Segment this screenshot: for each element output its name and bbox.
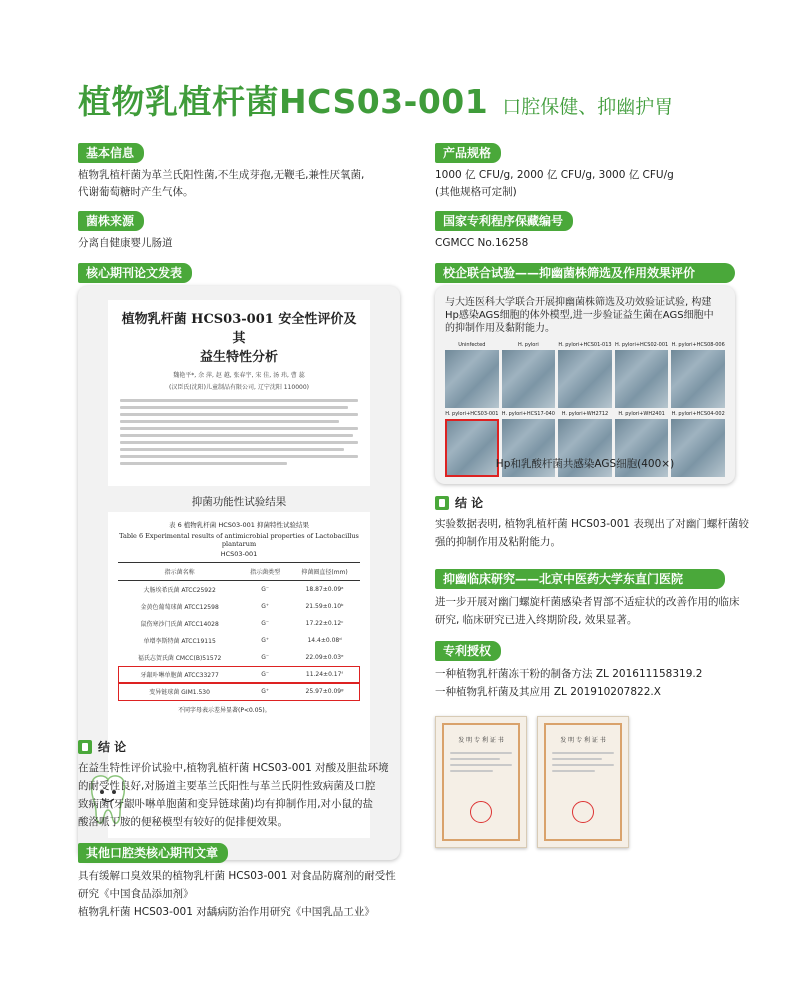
basic-info-line: 植物乳植杆菌为革兰氏阳性菌,不生成芽孢,无鞭毛,兼性厌氧菌, <box>78 169 365 181</box>
cell-label: H. pylori+HCS03-001 <box>445 411 499 417</box>
table-header-row <box>118 563 360 581</box>
patent-deposit-number: CGMCC No.16258 <box>435 237 529 249</box>
certificate-title: 发 明 专 利 证 书 <box>560 737 606 744</box>
patent-certificate <box>435 716 527 848</box>
table-row <box>118 615 360 632</box>
table-cell: G⁻ <box>261 620 270 627</box>
table-row <box>118 649 360 666</box>
left-conclusion-heading <box>78 738 408 755</box>
table-cell: 21.59±0.10ᵇ <box>305 603 344 610</box>
table-title-en: Table 6 Experimental results of antimicrobial properties of Lactobacillus plantarum <box>119 532 359 548</box>
source-text <box>78 235 408 252</box>
joint-trial-intro-line: Hp感染AGS细胞的体外模型,进一步验证益生菌在AGS细胞中 <box>445 310 714 321</box>
left-conclusion-section <box>78 738 408 831</box>
figure-caption: 抑菌功能性试验结果 <box>191 496 287 508</box>
clinical-section <box>435 568 740 629</box>
patent-line: 一种植物乳杆菌冻干粉的制备方法 ZL 201611158319.2 <box>435 668 703 680</box>
patents-tag: 专利授权 <box>435 641 501 661</box>
other-papers-tag: 其他口腔类核心期刊文章 <box>78 843 228 863</box>
cell-image-row <box>445 350 725 408</box>
clinical-line: 研究, 临床研究已进入终期阶段, 效果显著。 <box>435 614 638 626</box>
table-cell: 14.4±0.08ᵈ <box>307 637 342 644</box>
left-conclusion-text <box>78 759 408 831</box>
table-cell: G⁻ <box>261 671 270 678</box>
cell-micrograph <box>615 350 669 408</box>
cell-label: H. pylori <box>517 342 539 348</box>
joint-trial-tag: 校企联合试验——抑幽菌株筛选及作用效果评价 <box>435 263 735 283</box>
table-row-highlighted <box>118 666 360 683</box>
certificate-body <box>546 744 620 780</box>
table-header-cell: 指示菌名称 <box>164 569 195 576</box>
cell-label: H. pylori+HCS17-040 <box>501 411 555 417</box>
clinical-tag: 抑幽临床研究——北京中医药大学东直门医院 <box>435 569 725 589</box>
right-conclusion-text <box>435 515 749 551</box>
basic-info-section <box>78 142 408 201</box>
basic-info-text <box>78 167 408 201</box>
patents-section <box>435 640 735 701</box>
table-row <box>118 581 360 599</box>
joint-trial-section <box>435 262 735 283</box>
other-papers-section <box>78 842 408 921</box>
journal-section <box>78 262 408 283</box>
left-conclusion-label: 结 论 <box>98 740 127 754</box>
other-papers-line: 具有缓解口臭效果的植物乳杆菌 HCS03-001 对食品防腐剂的耐受性 <box>78 870 396 882</box>
other-papers-text <box>78 867 408 921</box>
left-conclusion-line: 酸洛哌丁胺的便秘模型有较好的促排便效果。 <box>78 816 288 828</box>
journal-tag: 核心期刊论文发表 <box>78 263 192 283</box>
table-cell: G⁻ <box>261 586 270 593</box>
table-cell: G⁺ <box>261 637 270 644</box>
paper-first-page <box>108 300 370 486</box>
spec-tag: 产品规格 <box>435 143 501 163</box>
page-header <box>78 76 673 123</box>
table-cell: G⁺ <box>261 603 270 610</box>
right-conclusion-line: 实验数据表明, 植物乳植杆菌 HCS03-001 表现出了对幽门螺杆菌较 <box>435 518 749 530</box>
page-subtitle: 口腔保健、抑幽护胃 <box>502 96 674 118</box>
table-strain: HCS03-001 <box>220 550 258 558</box>
clinical-line: 进一步开展对幽门螺旋杆菌感染者胃部不适症状的改善作用的临床 <box>435 596 740 608</box>
left-conclusion-line: 在益生特性评价试验中,植物乳植杆菌 HCS03-001 对酸及胆盐环境 <box>78 762 389 774</box>
joint-trial-intro-line: 与大连医科大学联合开展抑幽菌株筛选及功效验证试验, 构建 <box>445 297 712 308</box>
table-cell: 17.22±0.12ᶜ <box>305 620 344 627</box>
cell-label: Uninfected <box>458 342 486 348</box>
right-conclusion-section <box>435 494 749 551</box>
left-conclusion-line: 的耐受性良好,对肠道主要革兰氏阳性与革兰氏阴性致病菌及口腔 <box>78 780 376 792</box>
basic-info-line: 代谢葡萄糖时产生气体。 <box>78 186 194 198</box>
table-row <box>118 632 360 649</box>
clinical-text <box>435 593 740 629</box>
cell-label-row <box>445 341 725 350</box>
cell-micrograph <box>558 350 612 408</box>
patent-deposit-tag: 国家专利程序保藏编号 <box>435 211 573 231</box>
table-cell: 大肠埃希氏菌 ATCC25922 <box>143 587 216 594</box>
seal-icon <box>572 801 594 823</box>
cell-micrograph <box>445 350 499 408</box>
joint-trial-intro-line: 的抑制作用及黏附能力。 <box>445 323 555 334</box>
joint-trial-card <box>435 286 735 484</box>
results-table <box>118 562 360 701</box>
table-header-cell: 指示菌类型 <box>250 569 281 576</box>
page-title: 植物乳植杆菌HCS03-001 <box>78 82 489 121</box>
spec-section <box>435 142 735 201</box>
table-cell: 牙龈卟啉单胞菌 ATCC33277 <box>140 672 219 679</box>
cell-label-row <box>445 410 725 419</box>
table-cell: 变异链球菌 GIM1.530 <box>149 689 210 696</box>
source-tag: 菌株来源 <box>78 211 144 231</box>
cell-label: H. pylori+WH2401 <box>618 411 665 417</box>
patent-certificate <box>537 716 629 848</box>
patents-text <box>435 665 735 701</box>
table-cell: 22.09±0.03ᵉ <box>305 654 344 661</box>
certificate-title: 发 明 专 利 证 书 <box>458 737 504 744</box>
joint-trial-caption: Hp和乳酸杆菌共感染AGS细胞(400×) <box>495 458 675 470</box>
basic-info-tag: 基本信息 <box>78 143 144 163</box>
table-cell: 金黄色葡萄球菌 ATCC12598 <box>140 604 219 611</box>
spec-line: (其他规格可定制) <box>435 186 517 198</box>
cell-micrograph <box>671 350 725 408</box>
cell-label: H. pylori+HCS02-001 <box>614 342 669 348</box>
table-cell: 18.87±0.09ᵃ <box>305 586 344 593</box>
table-row <box>118 598 360 615</box>
cell-label: H. pylori+WH2712 <box>561 411 609 417</box>
source-section <box>78 210 408 252</box>
patent-line: 一种植物乳杆菌及其应用 ZL 201910207822.X <box>435 686 661 698</box>
table-cell: 福氏志贺氏菌 CMCC(B)51572 <box>137 655 222 662</box>
table-title-cn: 表 6 植物乳杆菌 HCS03-001 抑菌特性试验结果 <box>169 521 309 529</box>
table-cell: 25.97±0.09ᵍ <box>305 688 344 695</box>
spec-text <box>435 167 735 201</box>
left-conclusion-line: 致病菌(牙龈卟啉单胞菌和变异链球菌)均有抑制作用,对小鼠的盐 <box>78 798 374 810</box>
certificate-border <box>544 723 622 841</box>
paper-abstract <box>120 399 358 465</box>
table-cell: 单增李斯特菌 ATCC19115 <box>143 638 216 645</box>
table-cell: G⁺ <box>261 688 270 695</box>
spec-line: 1000 亿 CFU/g, 2000 亿 CFU/g, 3000 亿 CFU/g <box>435 169 674 181</box>
paper-authors: 魏艳平*, 余 萍, 赵 越, 张春宇, 宋 佳, 汤 玮, 曹 蕊 <box>173 372 305 379</box>
other-papers-line: 植物乳杆菌 HCS03-001 对龋病防治作用研究《中国乳品工业》 <box>78 906 375 918</box>
patent-deposit-text <box>435 235 735 252</box>
cell-label: H. pylori+HCS08-006 <box>671 342 725 348</box>
patent-deposit-section <box>435 210 735 252</box>
paper-title-line: 益生特性分析 <box>199 350 278 365</box>
table-cell: 11.24±0.17ᶠ <box>305 671 344 678</box>
certificate-body <box>444 744 518 780</box>
paper-title-line: 植物乳杆菌 HCS03-001 安全性评价及其 <box>121 312 357 346</box>
table-cell: G⁻ <box>261 654 270 661</box>
table-cell: 鼠伤寒沙门氏菌 ATCC14028 <box>140 621 219 628</box>
right-conclusion-heading <box>435 494 735 511</box>
other-papers-line: 研究《中国食品添加剂》 <box>78 888 194 900</box>
table-header-cell: 抑菌圈直径(mm) <box>301 569 348 576</box>
table-note: 不同字母表示差异显著(P<0.05)。 <box>178 707 271 714</box>
seal-icon <box>470 801 492 823</box>
table-row-highlighted <box>118 683 360 701</box>
right-conclusion-label: 结 论 <box>455 496 484 510</box>
document-icon <box>78 740 92 754</box>
source-line: 分离自健康婴儿肠道 <box>78 237 173 249</box>
cell-micrograph <box>502 350 556 408</box>
right-conclusion-line: 强的抑制作用及粘附能力。 <box>435 536 561 548</box>
joint-trial-intro <box>445 296 725 335</box>
certificate-border <box>442 723 520 841</box>
paper-affiliation: (汉臣氏(沈阳)儿童制品有限公司, 辽宁沈阳 110000) <box>169 384 309 391</box>
cell-label: H. pylori+HCS01-013 <box>558 342 612 348</box>
cell-label: H. pylori+HCS04-002 <box>671 411 725 417</box>
document-icon <box>435 496 449 510</box>
